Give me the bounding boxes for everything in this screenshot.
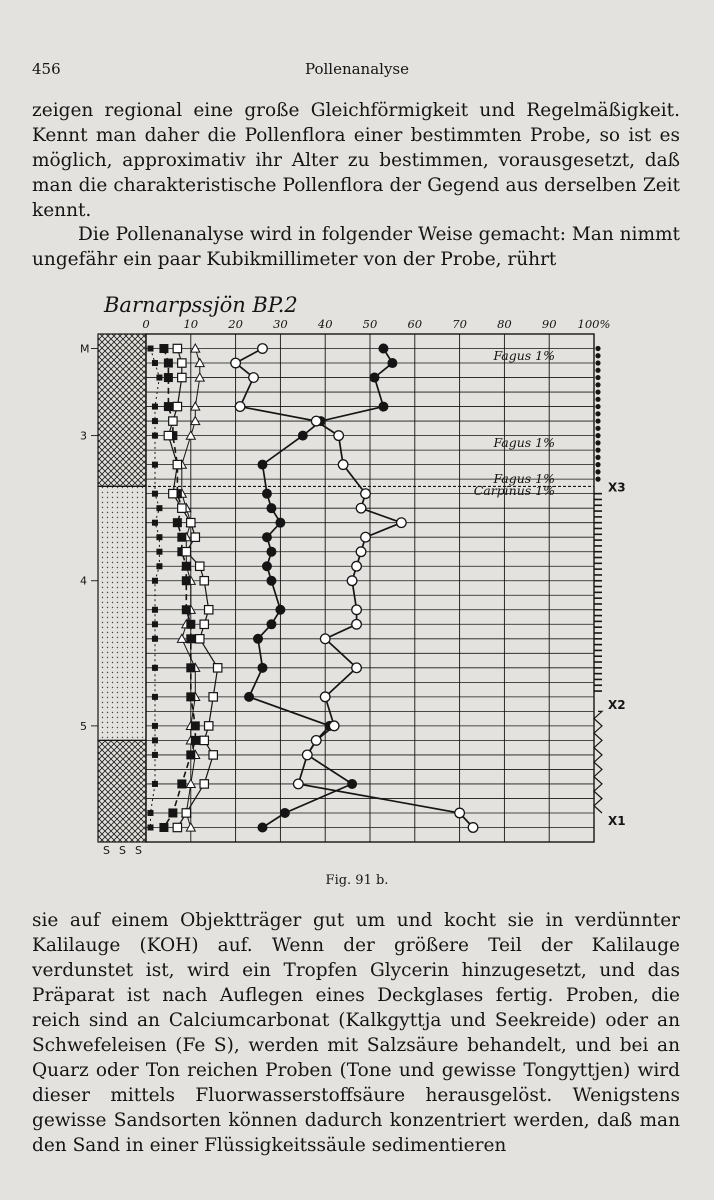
data-point: [152, 418, 158, 424]
data-point: [147, 810, 153, 816]
data-point: [164, 402, 173, 411]
data-point: [178, 373, 186, 381]
data-point: [352, 619, 362, 629]
chart-title: Barnarpssjön BP.2: [104, 293, 298, 317]
data-point: [200, 577, 208, 585]
zone-marker: X2: [608, 698, 626, 713]
data-point: [209, 751, 217, 759]
data-point: [455, 808, 465, 818]
data-point: [334, 431, 344, 441]
pollen-curves: [147, 344, 477, 833]
data-point: [200, 780, 208, 788]
x-tick-label: 100%: [577, 317, 611, 331]
indicator-dot: [595, 411, 600, 416]
data-point: [266, 547, 276, 557]
data-point: [275, 518, 285, 528]
x-tick-label: 30: [273, 317, 288, 331]
paragraph-1: zeigen regional eine große Gleichförmigkeit und Regelmäßigkeit. Kennt man daher die Pollenflora einer bestimmten Probe, so ist es möglich, approximativ ihr Alter zu bestimmen, vorausgesetzt, daß man die charakteristische Pollenflora der Gegend aus derselben Zeit kennt.: [32, 100, 680, 221]
data-point: [173, 460, 181, 468]
data-point: [329, 721, 339, 731]
data-point: [152, 520, 158, 526]
data-point: [205, 606, 213, 614]
data-point: [356, 503, 366, 513]
indicator-dot: [595, 462, 600, 467]
data-point: [156, 534, 162, 540]
data-point: [298, 431, 308, 441]
page-number: 456: [32, 60, 61, 78]
data-point: [280, 808, 290, 818]
data-point: [266, 619, 276, 629]
data-point: [152, 607, 158, 613]
data-point: [249, 373, 259, 383]
taxon-annotation: Fagus 1%: [493, 434, 555, 450]
x-tick-label: 50: [362, 317, 378, 331]
data-point: [387, 358, 397, 368]
data-point: [266, 503, 276, 513]
data-point: [378, 402, 388, 412]
data-point: [186, 634, 195, 643]
sediment-code-label: S: [135, 844, 142, 857]
data-point: [152, 694, 158, 700]
data-point: [262, 532, 272, 542]
data-point: [200, 620, 208, 628]
data-point: [152, 737, 158, 743]
x-tick-label: 20: [228, 317, 243, 331]
data-point: [302, 750, 312, 760]
data-point: [257, 663, 267, 673]
data-point: [262, 489, 272, 499]
sediment-layer-upper: [98, 334, 146, 486]
x-tick-label: 80: [497, 317, 512, 331]
indicator-dot: [595, 353, 600, 358]
data-point: [320, 634, 330, 644]
data-point: [152, 665, 158, 671]
data-point: [338, 460, 348, 470]
data-point: [147, 824, 153, 830]
data-point: [152, 404, 158, 410]
data-point: [169, 489, 177, 497]
data-point: [347, 576, 357, 586]
indicator-dot: [595, 382, 600, 387]
data-point: [196, 635, 204, 643]
data-point: [152, 462, 158, 468]
data-point: [152, 636, 158, 642]
data-point: [186, 692, 195, 701]
taxon-annotation: Carpinus 1%: [473, 482, 555, 498]
indicator-dot: [595, 448, 600, 453]
paragraph-3: sie auf einem Objektträger gut um und kocht sie in verdünnter Kalilauge (KOH) auf. Wenn der größere Teil der Kalilauge verdunstet ist, wird ein Tropfen Glycerin hinzugesetzt, und das Präparat ist nach Auflegen eines Deckglases fertig. Proben, die reich sind an Calciumcarbonat (Kalkgyttja und Seekreide) oder an Schwefeleisen (Fe S), werden mit Salzsäure behandelt, und bei an Quarz oder Ton reichen Proben (Tone und gewisse Tongyttjen) wird dieser mittels Fluorwasserstoffsäure herausgelöst. Wenigstens gewisse Sandsorten können dadurch konzentriert werden, daß man den Sand in einer Flüssigkeitssäule sedimentieren: [32, 910, 680, 1156]
data-point: [164, 373, 173, 382]
data-point: [152, 621, 158, 627]
data-point: [356, 547, 366, 557]
indicator-dot: [595, 368, 600, 373]
data-point: [195, 373, 204, 381]
data-point: [205, 722, 213, 730]
data-point: [231, 358, 241, 368]
data-point: [156, 375, 162, 381]
zone-marker: X3: [608, 480, 626, 495]
data-point: [159, 823, 168, 832]
data-point: [182, 562, 191, 571]
data-point: [209, 693, 217, 701]
depth-label: 5: [80, 719, 87, 733]
data-point: [177, 533, 186, 542]
data-point: [186, 823, 195, 831]
x-tick-label: 40: [317, 317, 333, 331]
data-point: [169, 417, 177, 425]
data-point: [352, 663, 362, 673]
depth-label: M: [80, 342, 90, 356]
data-point: [177, 779, 186, 788]
data-point: [311, 416, 321, 426]
data-point: [352, 605, 362, 615]
taxon-annotation: Fagus 1%: [493, 471, 555, 487]
data-point: [191, 344, 200, 352]
indicator-dot: [595, 375, 600, 380]
data-point: [182, 548, 190, 556]
data-point: [156, 563, 162, 569]
indicator-dot: [595, 469, 600, 474]
data-point: [156, 549, 162, 555]
indicator-dot: [595, 477, 600, 482]
data-point: [173, 518, 182, 527]
indicator-dot: [595, 455, 600, 460]
data-point: [187, 518, 195, 526]
x-tick-label: 60: [407, 317, 423, 331]
data-point: [253, 634, 263, 644]
sediment-layer-lower: [98, 740, 146, 842]
figure-caption: Fig. 91 b.: [325, 873, 389, 888]
data-point: [159, 344, 168, 353]
data-point: [397, 518, 407, 528]
data-point: [352, 561, 362, 571]
data-point: [294, 779, 304, 789]
data-point: [200, 736, 208, 744]
indicator-dot: [595, 433, 600, 438]
indicator-dot: [595, 426, 600, 431]
data-point: [320, 692, 330, 702]
data-point: [186, 779, 195, 787]
depth-label: 4: [80, 574, 87, 588]
data-point: [191, 417, 200, 425]
running-title: Pollenanalyse: [304, 60, 410, 78]
x-tick-label: 70: [452, 317, 467, 331]
sediment-layer-middle: [98, 486, 146, 740]
data-point: [152, 723, 158, 729]
data-point: [164, 359, 173, 368]
data-point: [178, 504, 186, 512]
data-point: [186, 750, 195, 759]
data-point: [191, 721, 200, 730]
data-point: [196, 562, 204, 570]
data-point: [152, 360, 158, 366]
x-tick-label: 90: [541, 317, 557, 331]
data-point: [266, 576, 276, 586]
data-point: [235, 402, 245, 412]
data-point: [152, 578, 158, 584]
data-point: [178, 359, 186, 367]
data-point: [182, 809, 190, 817]
data-point: [275, 605, 285, 615]
data-point: [173, 823, 181, 831]
data-point: [311, 736, 321, 746]
zone-marker: X1: [608, 814, 626, 829]
data-point: [191, 402, 200, 410]
data-point: [186, 431, 195, 439]
data-point: [182, 605, 191, 614]
data-point: [152, 491, 158, 497]
x-tick-label: 0: [142, 317, 150, 331]
taxon-annotation: Fagus 1%: [493, 347, 555, 363]
data-point: [156, 505, 162, 511]
data-point: [152, 781, 158, 787]
data-point: [378, 344, 388, 354]
data-point: [182, 576, 191, 585]
sediment-code-label: S: [119, 844, 126, 857]
data-point: [257, 460, 267, 470]
data-point: [147, 346, 153, 352]
indicator-dot: [595, 360, 600, 365]
indicator-dot: [595, 397, 600, 402]
data-point: [152, 433, 158, 439]
data-point: [191, 533, 199, 541]
data-point: [191, 736, 200, 745]
paragraph-2: Die Pollenanalyse wird in folgender Weise gemacht: Man nimmt ungefähr ein paar Kubikmillimeter von der Probe, rührt: [32, 224, 680, 270]
data-point: [213, 664, 221, 672]
data-point: [361, 489, 371, 499]
indicator-dot: [595, 346, 600, 351]
depth-label: 3: [80, 429, 87, 443]
data-point: [262, 561, 272, 571]
indicator-dot: [595, 440, 600, 445]
x-tick-label: 10: [183, 317, 199, 331]
data-point: [244, 692, 254, 702]
data-point: [173, 344, 181, 352]
indicator-dot: [595, 404, 600, 409]
indicator-dot: [595, 389, 600, 394]
data-point: [164, 431, 172, 439]
indicator-dot: [595, 418, 600, 423]
data-point: [257, 822, 267, 832]
data-point: [468, 823, 478, 833]
data-point: [173, 402, 181, 410]
data-point: [195, 359, 204, 367]
data-point: [361, 532, 371, 542]
data-point: [186, 620, 195, 629]
data-point: [177, 634, 186, 642]
sediment-code-label: S: [103, 844, 110, 857]
indicator-zigzag: [594, 711, 602, 813]
data-point: [152, 752, 158, 758]
series-line: [236, 349, 473, 828]
data-point: [168, 808, 177, 817]
data-point: [186, 663, 195, 672]
data-point: [258, 344, 268, 354]
data-point: [347, 779, 357, 789]
data-point: [369, 373, 379, 383]
